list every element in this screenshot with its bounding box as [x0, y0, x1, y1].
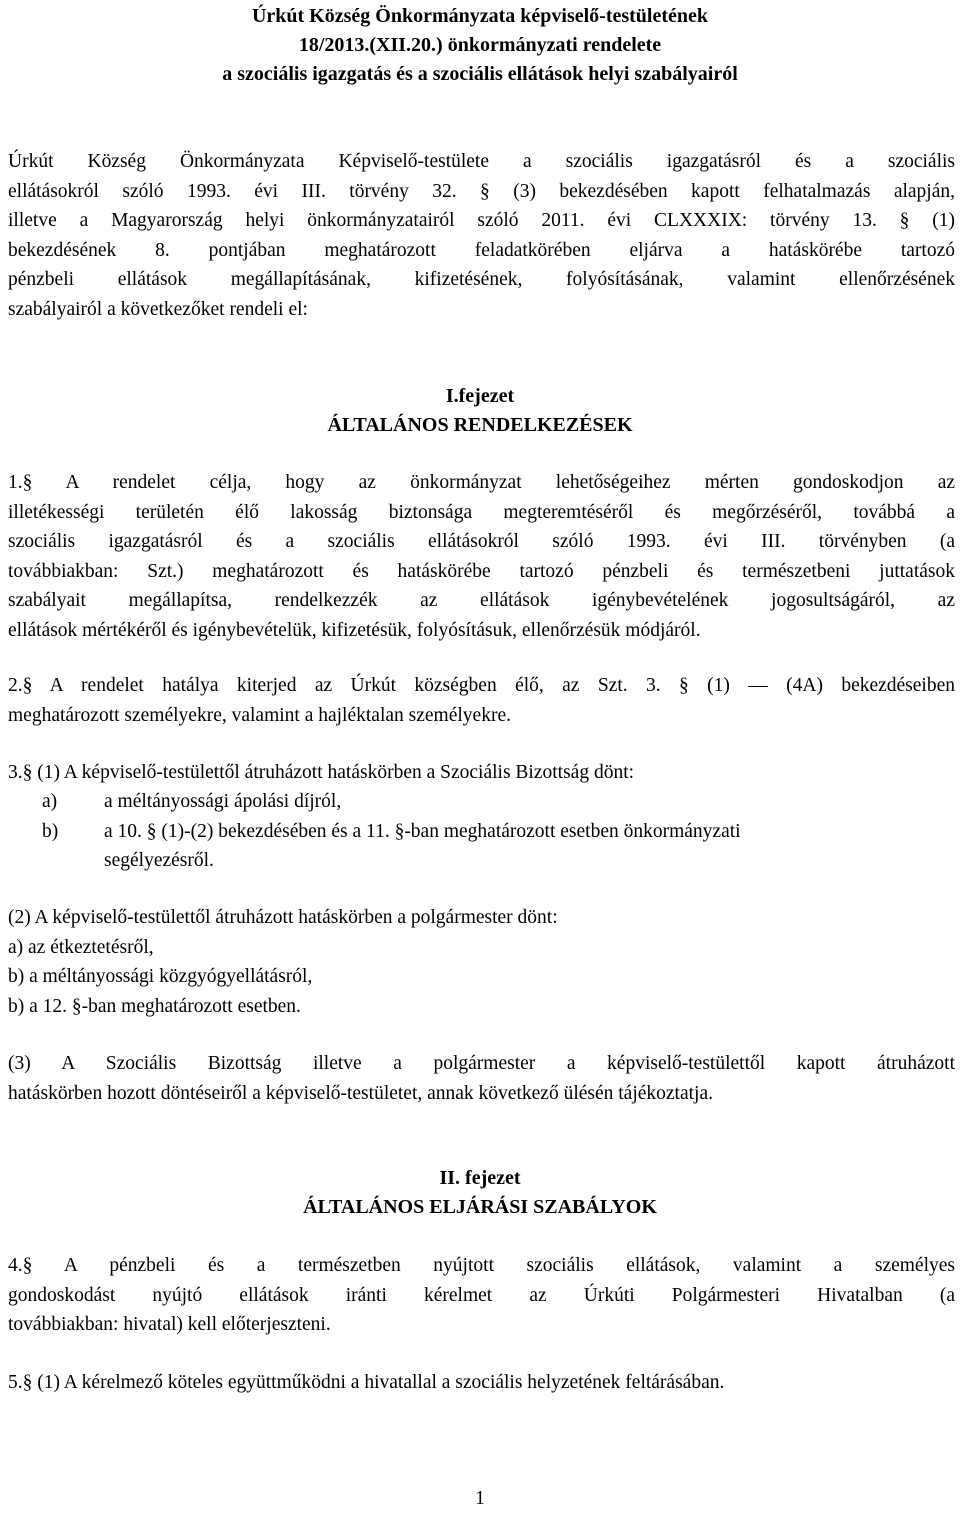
section-line: szabályait megállapítsa, rendelkezzék az ellátások igénybevételének jogosultságáról, az [8, 590, 955, 611]
list-item-text: a 10. § (1)-(2) bekezdésében és a 11. §-ban meghatározott esetben önkormányzati [104, 820, 741, 842]
section-line: 3.§ (1) A képviselő-testülettől átruházott hatáskörben a Szociális Bizottság dönt: [8, 762, 635, 783]
list-item [8, 787, 955, 817]
document-title [0, 2, 960, 89]
chapter-number: I.fejezet [445, 385, 515, 407]
preamble-line: pénzbeli ellátások megállapításának, kifizetésének, folyósításának, valamint ellenőrzésének [8, 269, 955, 290]
section-5 [8, 1368, 955, 1398]
section-line: gondoskodást nyújtó ellátások iránti kérelmet az Úrkúti Polgármesteri Hivatalban (a [8, 1284, 955, 1306]
list-item-label: b) [42, 820, 59, 842]
section-3-paragraph-3 [8, 1049, 955, 1108]
paragraph-line: (2) A képviselő-testülettől átruházott hatáskörben a polgármester dönt: [8, 907, 558, 928]
section-line: 4.§ A pénzbeli és a természetben nyújtott szociális ellátások, valamint a személyes [8, 1255, 955, 1276]
title-line: 18/2013.(XII.20.) önkormányzati rendelete [298, 34, 662, 56]
list-item-label: a) [42, 791, 58, 812]
section-3-list [8, 787, 955, 876]
title-line: Úrkút Község Önkormányzata képviselő-testületének [251, 5, 709, 27]
paragraph-line: hatáskörben hozott döntéseiről a képviselő-testületet, annak következő ülésén tájékoztatja. [8, 1082, 713, 1104]
section-line: illetékességi területén élő lakosság biztonsága megteremtéséről és megőrzéséről, továbbá a [8, 501, 955, 523]
paragraph-line: b) a méltányossági közgyógyellátásról, [8, 966, 313, 987]
chapter-number: II. fejezet [439, 1167, 521, 1189]
section-line: 2.§ A rendelet hatálya kiterjed az Úrkút községben élő, az Szt. 3. § (1) — (4A) bekezdéseiben [8, 675, 955, 696]
section-1 [8, 468, 955, 645]
preamble-line: ellátásokról szóló 1993. évi III. törvény 32. § (3) bekezdésében kapott felhatalmazás alapján, [8, 180, 955, 202]
section-3-intro [8, 758, 955, 788]
section-line: szociális igazgatásról és a szociális ellátásokról szóló 1993. évi III. törvényben (a [8, 531, 955, 552]
list-item-text: segélyezésről. [104, 850, 214, 871]
section-line: továbbiakban: hivatal) kell előterjeszteni. [8, 1314, 331, 1335]
section-3-paragraph-2 [8, 903, 955, 1021]
section-line: 1.§ A rendelet célja, hogy az önkormányzat lehetőségeihez mérten gondoskodjon az [8, 472, 955, 493]
paragraph-line: b) a 12. §-ban meghatározott esetben. [8, 995, 301, 1017]
section-line: meghatározott személyekre, valamint a hajléktalan személyekre. [8, 704, 511, 726]
preamble-line: szabályairól a következőket rendeli el: [8, 298, 308, 320]
paragraph-line: (3) A Szociális Bizottság illetve a polgármester a képviselő-testülettől kapott átruházott [8, 1053, 955, 1074]
preamble-line: illetve a Magyarország helyi önkormányzatairól szóló 2011. évi CLXXXIX: törvény 13. § (1) [8, 210, 955, 231]
list-item [8, 817, 955, 847]
section-line: 5.§ (1) A kérelmező köteles együttműködni a hivatallal a szociális helyzetének feltárásában. [8, 1372, 725, 1393]
section-line: ellátások mértékéről és igénybevételük, kifizetésük, folyósításuk, ellenőrzésük módjáról. [8, 619, 701, 641]
section-2 [8, 671, 955, 730]
section-line: továbbiakban: Szt.) meghatározott és hatáskörébe tartozó pénzbeli és természetbeni juttatások [8, 560, 955, 582]
preamble-line: Úrkút Község Önkormányzata Képviselő-testülete a szociális igazgatásról és a szociális [8, 151, 955, 172]
preamble [8, 147, 955, 324]
chapter-1-heading [0, 382, 960, 440]
chapter-title: ÁLTALÁNOS ELJÁRÁSI SZABÁLYOK [303, 1196, 657, 1218]
title-line: a szociális igazgatás és a szociális ellátások helyi szabályairól [222, 63, 738, 85]
list-item-text: a méltányossági ápolási díjról, [104, 791, 342, 812]
preamble-line: bekezdésének 8. pontjában meghatározott feladatkörében eljárva a hatáskörébe tartozó [8, 239, 955, 261]
section-4 [8, 1251, 955, 1340]
chapter-title: ÁLTALÁNOS RENDELKEZÉSEK [327, 414, 633, 436]
chapter-2-heading [0, 1164, 960, 1222]
page-number: 1 [475, 1488, 485, 1509]
list-item-continuation [8, 846, 955, 876]
paragraph-line: a) az étkeztetésről, [8, 936, 154, 958]
